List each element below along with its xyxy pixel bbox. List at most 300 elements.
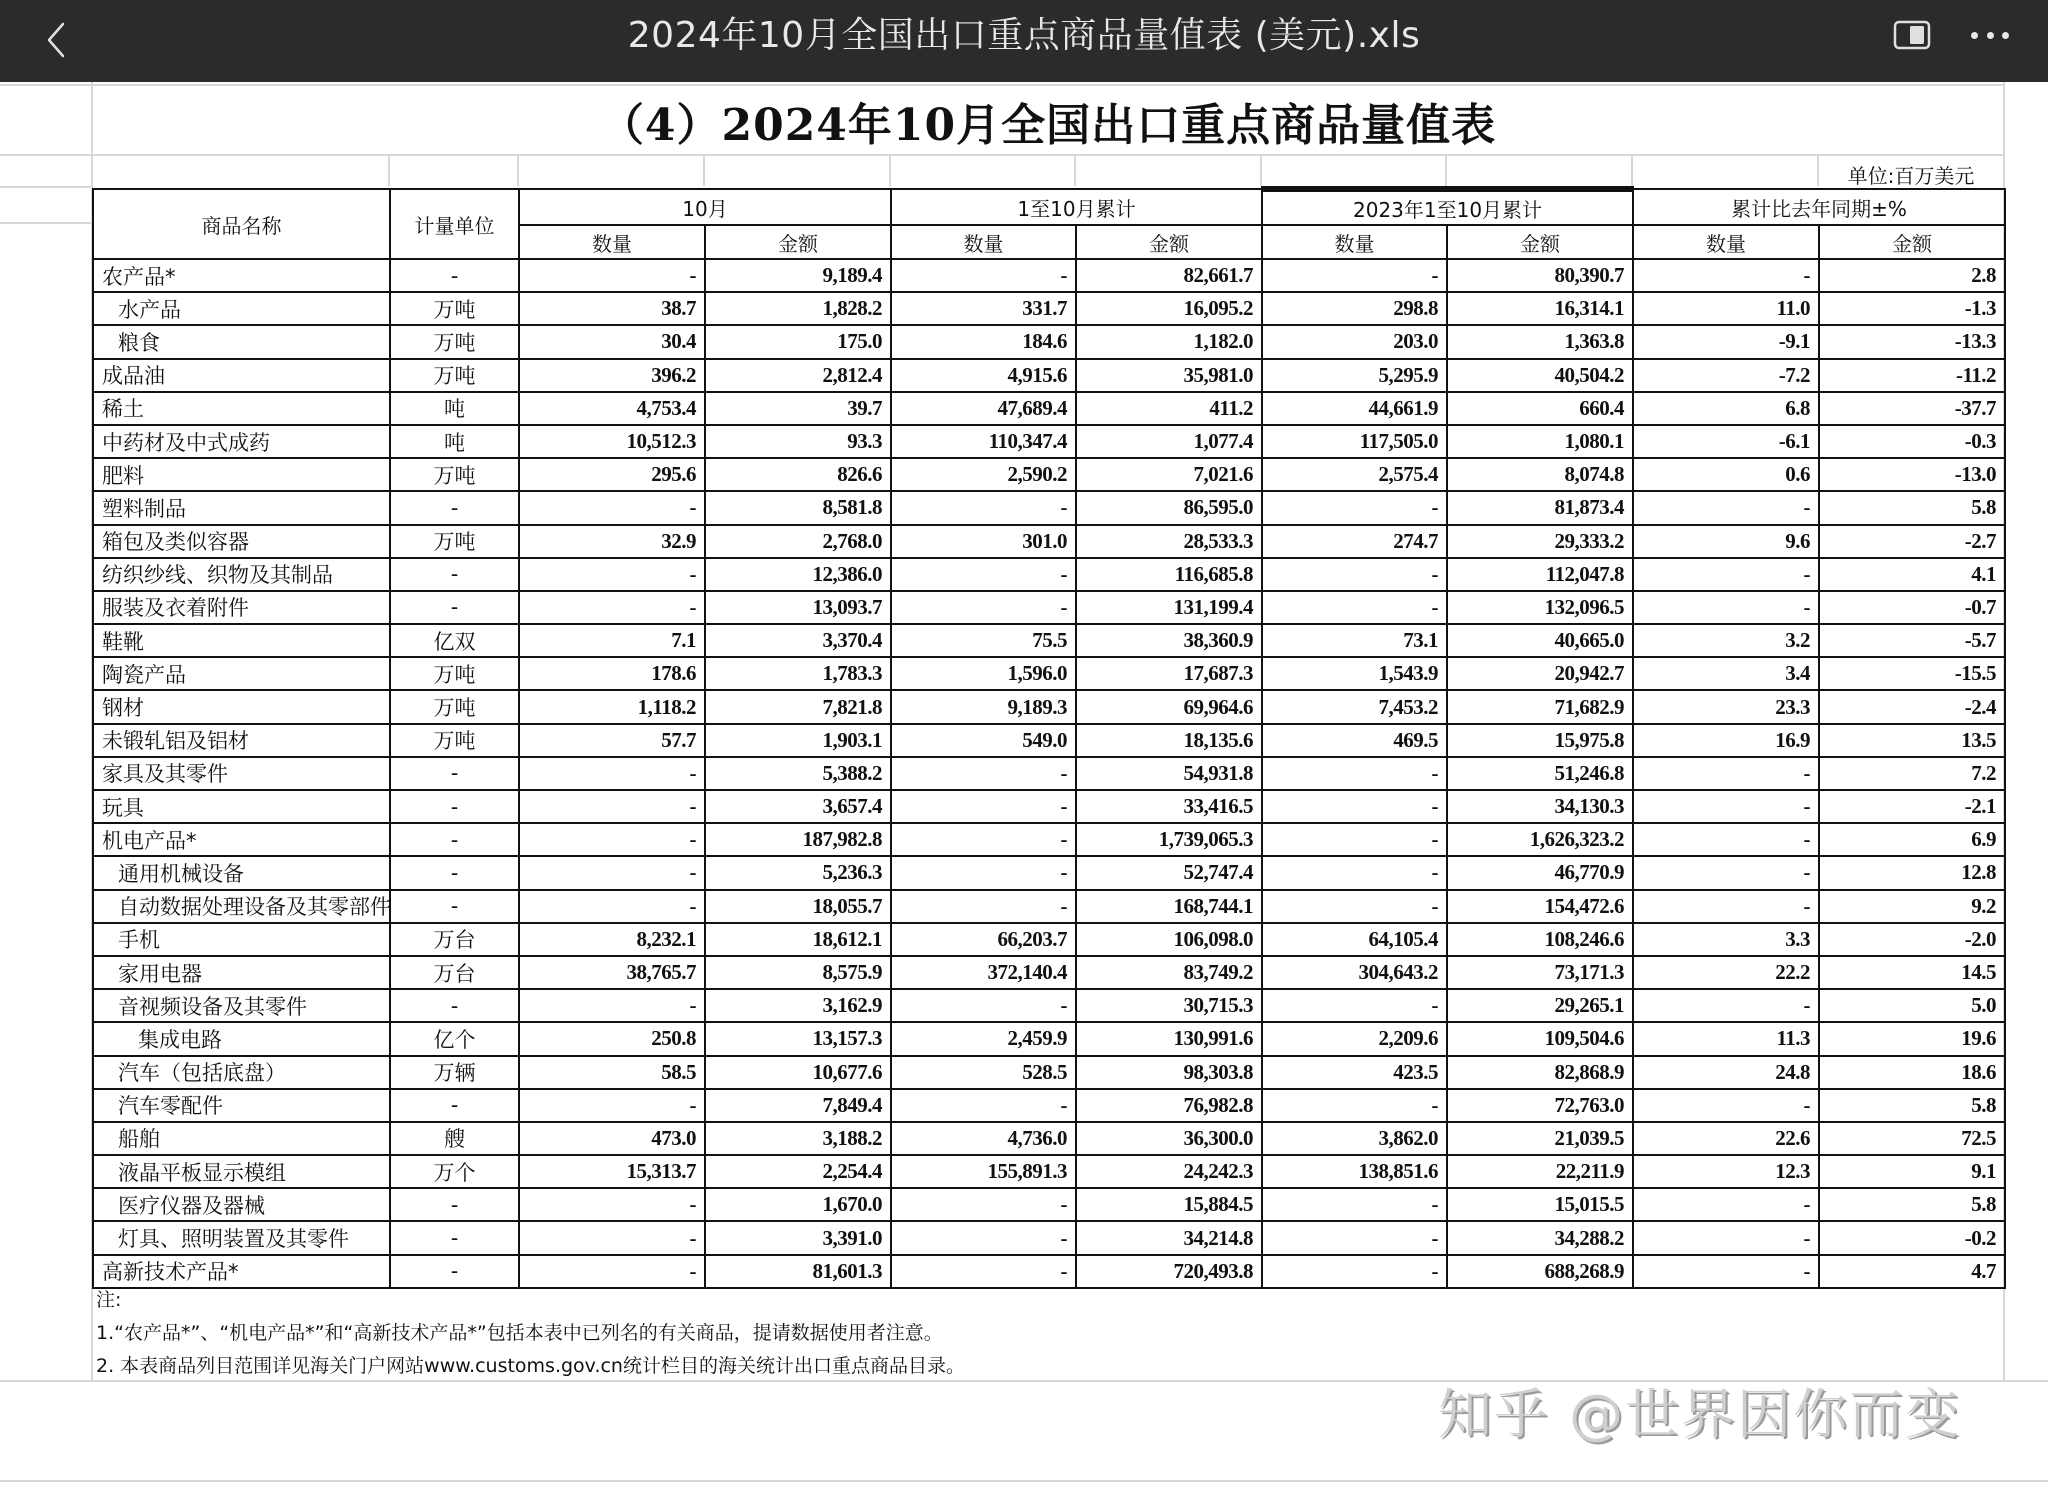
cell-unit[interactable]: 万吨 [390, 359, 519, 392]
cell-product-name[interactable]: 集成电路 [93, 1022, 390, 1055]
cell-ytd-amount[interactable]: 30,715.3 [1076, 989, 1262, 1022]
cell-oct-amount[interactable]: 81,601.3 [705, 1255, 891, 1288]
cell-ytd-quantity[interactable]: - [891, 491, 1076, 524]
cell-product-name[interactable]: 稀土 [93, 392, 390, 425]
cell-yoy-quantity-pct[interactable]: - [1633, 1089, 1819, 1122]
cell-ytd-amount[interactable]: 411.2 [1076, 392, 1262, 425]
cell-ytd-amount[interactable]: 35,981.0 [1076, 359, 1262, 392]
cell-product-name[interactable]: 粮食 [93, 325, 390, 358]
cell-ytd-amount[interactable]: 76,982.8 [1076, 1089, 1262, 1122]
cell-product-name[interactable]: 自动数据处理设备及其零部件 [93, 890, 390, 923]
spreadsheet-view[interactable] [0, 82, 2048, 1486]
cell-product-name[interactable]: 钢材 [93, 690, 390, 723]
cell-unit[interactable]: 万吨 [390, 525, 519, 558]
cell-unit[interactable]: - [390, 558, 519, 591]
cell-oct-quantity[interactable]: 8,232.1 [519, 923, 705, 956]
cell-ytd-amount[interactable]: 116,685.8 [1076, 558, 1262, 591]
cell-yoy-amount-pct[interactable]: 5.8 [1819, 1188, 2005, 1221]
cell-oct-quantity[interactable]: - [519, 558, 705, 591]
cell-unit[interactable]: 亿双 [390, 624, 519, 657]
cell-2023-ytd-amount[interactable]: 29,333.2 [1447, 525, 1633, 558]
cell-2023-ytd-amount[interactable]: 20,942.7 [1447, 657, 1633, 690]
cell-oct-amount[interactable]: 3,657.4 [705, 790, 891, 823]
header-group-october[interactable]: 10月 [519, 189, 891, 225]
cell-2023-ytd-amount[interactable]: 132,096.5 [1447, 591, 1633, 624]
cell-yoy-quantity-pct[interactable]: 22.6 [1633, 1122, 1819, 1155]
cell-yoy-amount-pct[interactable]: -1.3 [1819, 292, 2005, 325]
cell-2023-ytd-quantity[interactable]: 44,661.9 [1262, 392, 1447, 425]
header-quantity[interactable]: 数量 [1262, 225, 1447, 259]
cell-yoy-amount-pct[interactable]: -13.3 [1819, 325, 2005, 358]
cell-oct-amount[interactable]: 12,386.0 [705, 558, 891, 591]
cell-ytd-amount[interactable]: 28,533.3 [1076, 525, 1262, 558]
cell-ytd-quantity[interactable]: - [891, 823, 1076, 856]
cell-2023-ytd-quantity[interactable]: - [1262, 1221, 1447, 1254]
cell-ytd-amount[interactable]: 18,135.6 [1076, 724, 1262, 757]
cell-2023-ytd-amount[interactable]: 1,363.8 [1447, 325, 1633, 358]
cell-oct-quantity[interactable]: 295.6 [519, 458, 705, 491]
cell-unit[interactable]: 亿个 [390, 1022, 519, 1055]
cell-2023-ytd-quantity[interactable]: - [1262, 790, 1447, 823]
cell-unit[interactable]: 吨 [390, 392, 519, 425]
cell-oct-quantity[interactable]: - [519, 890, 705, 923]
cell-yoy-amount-pct[interactable]: 6.9 [1819, 823, 2005, 856]
cell-oct-amount[interactable]: 7,821.8 [705, 690, 891, 723]
cell-oct-quantity[interactable]: 58.5 [519, 1056, 705, 1089]
cell-ytd-quantity[interactable]: - [891, 757, 1076, 790]
cell-2023-ytd-amount[interactable]: 16,314.1 [1447, 292, 1633, 325]
cell-oct-quantity[interactable]: 10,512.3 [519, 425, 705, 458]
cell-2023-ytd-quantity[interactable]: 304,643.2 [1262, 956, 1447, 989]
cell-2023-ytd-quantity[interactable]: - [1262, 856, 1447, 889]
cell-oct-amount[interactable]: 1,903.1 [705, 724, 891, 757]
cell-unit[interactable]: 万吨 [390, 292, 519, 325]
cell-oct-quantity[interactable]: 15,313.7 [519, 1155, 705, 1188]
cell-ytd-amount[interactable]: 36,300.0 [1076, 1122, 1262, 1155]
cell-ytd-quantity[interactable]: 301.0 [891, 525, 1076, 558]
cell-ytd-quantity[interactable]: 155,891.3 [891, 1155, 1076, 1188]
cell-oct-amount[interactable]: 2,254.4 [705, 1155, 891, 1188]
cell-yoy-amount-pct[interactable]: -37.7 [1819, 392, 2005, 425]
cell-product-name[interactable]: 汽车（包括底盘） [93, 1056, 390, 1089]
cell-ytd-amount[interactable]: 54,931.8 [1076, 757, 1262, 790]
cell-yoy-amount-pct[interactable]: -0.3 [1819, 425, 2005, 458]
cell-ytd-amount[interactable]: 15,884.5 [1076, 1188, 1262, 1221]
cell-product-name[interactable]: 鞋靴 [93, 624, 390, 657]
cell-ytd-quantity[interactable]: 66,203.7 [891, 923, 1076, 956]
cell-2023-ytd-amount[interactable]: 8,074.8 [1447, 458, 1633, 491]
cell-2023-ytd-quantity[interactable]: - [1262, 757, 1447, 790]
cell-ytd-amount[interactable]: 7,021.6 [1076, 458, 1262, 491]
cell-2023-ytd-amount[interactable]: 688,268.9 [1447, 1255, 1633, 1288]
cell-ytd-amount[interactable]: 52,747.4 [1076, 856, 1262, 889]
cell-yoy-quantity-pct[interactable]: 24.8 [1633, 1056, 1819, 1089]
cell-oct-quantity[interactable]: 57.7 [519, 724, 705, 757]
cell-yoy-amount-pct[interactable]: 5.0 [1819, 989, 2005, 1022]
cell-oct-quantity[interactable]: - [519, 591, 705, 624]
header-amount[interactable]: 金额 [1447, 225, 1633, 259]
cell-yoy-quantity-pct[interactable]: - [1633, 856, 1819, 889]
cell-2023-ytd-amount[interactable]: 15,975.8 [1447, 724, 1633, 757]
cell-2023-ytd-amount[interactable]: 40,504.2 [1447, 359, 1633, 392]
cell-2023-ytd-quantity[interactable]: - [1262, 591, 1447, 624]
cell-yoy-quantity-pct[interactable]: -9.1 [1633, 325, 1819, 358]
cell-oct-quantity[interactable]: - [519, 823, 705, 856]
cell-unit[interactable]: 万台 [390, 956, 519, 989]
cell-yoy-quantity-pct[interactable]: - [1633, 1221, 1819, 1254]
cell-oct-amount[interactable]: 18,612.1 [705, 923, 891, 956]
cell-2023-ytd-quantity[interactable]: 203.0 [1262, 325, 1447, 358]
cell-2023-ytd-quantity[interactable]: 5,295.9 [1262, 359, 1447, 392]
cell-2023-ytd-amount[interactable]: 1,626,323.2 [1447, 823, 1633, 856]
cell-unit[interactable]: 万吨 [390, 458, 519, 491]
cell-2023-ytd-quantity[interactable]: - [1262, 491, 1447, 524]
cell-yoy-amount-pct[interactable]: 4.1 [1819, 558, 2005, 591]
cell-product-name[interactable]: 纺织纱线、织物及其制品 [93, 558, 390, 591]
cell-ytd-quantity[interactable]: - [891, 1221, 1076, 1254]
back-button[interactable] [36, 14, 76, 66]
cell-ytd-quantity[interactable]: 47,689.4 [891, 392, 1076, 425]
cell-2023-ytd-quantity[interactable]: - [1262, 989, 1447, 1022]
cell-2023-ytd-amount[interactable]: 15,015.5 [1447, 1188, 1633, 1221]
cell-2023-ytd-amount[interactable]: 34,130.3 [1447, 790, 1633, 823]
cell-yoy-amount-pct[interactable]: -5.7 [1819, 624, 2005, 657]
cell-yoy-amount-pct[interactable]: 7.2 [1819, 757, 2005, 790]
cell-unit[interactable]: 艘 [390, 1122, 519, 1155]
cell-ytd-amount[interactable]: 98,303.8 [1076, 1056, 1262, 1089]
cell-oct-amount[interactable]: 3,188.2 [705, 1122, 891, 1155]
cell-oct-amount[interactable]: 2,812.4 [705, 359, 891, 392]
cell-ytd-amount[interactable]: 1,077.4 [1076, 425, 1262, 458]
cell-ytd-amount[interactable]: 24,242.3 [1076, 1155, 1262, 1188]
header-quantity[interactable]: 数量 [519, 225, 705, 259]
cell-unit[interactable]: - [390, 757, 519, 790]
cell-ytd-amount[interactable]: 38,360.9 [1076, 624, 1262, 657]
cell-yoy-quantity-pct[interactable]: - [1633, 757, 1819, 790]
cell-unit[interactable]: 万台 [390, 923, 519, 956]
cell-2023-ytd-quantity[interactable]: 64,105.4 [1262, 923, 1447, 956]
cell-ytd-amount[interactable]: 69,964.6 [1076, 690, 1262, 723]
cell-ytd-quantity[interactable]: 75.5 [891, 624, 1076, 657]
cell-oct-quantity[interactable]: - [519, 1221, 705, 1254]
cell-ytd-amount[interactable]: 16,095.2 [1076, 292, 1262, 325]
cell-yoy-quantity-pct[interactable]: 23.3 [1633, 690, 1819, 723]
header-product-name[interactable]: 商品名称 [93, 189, 390, 259]
cell-2023-ytd-amount[interactable]: 81,873.4 [1447, 491, 1633, 524]
cell-2023-ytd-amount[interactable]: 22,211.9 [1447, 1155, 1633, 1188]
cell-yoy-amount-pct[interactable]: 19.6 [1819, 1022, 2005, 1055]
header-quantity[interactable]: 数量 [1633, 225, 1819, 259]
cell-product-name[interactable]: 肥料 [93, 458, 390, 491]
cell-2023-ytd-quantity[interactable]: 3,862.0 [1262, 1122, 1447, 1155]
cell-unit[interactable]: 万吨 [390, 724, 519, 757]
cell-2023-ytd-quantity[interactable]: - [1262, 823, 1447, 856]
cell-yoy-amount-pct[interactable]: 9.1 [1819, 1155, 2005, 1188]
cell-ytd-quantity[interactable]: - [891, 790, 1076, 823]
cell-yoy-amount-pct[interactable]: 5.8 [1819, 491, 2005, 524]
cell-oct-amount[interactable]: 9,189.4 [705, 259, 891, 292]
cell-yoy-quantity-pct[interactable]: -7.2 [1633, 359, 1819, 392]
cell-oct-quantity[interactable]: - [519, 259, 705, 292]
cell-yoy-quantity-pct[interactable]: - [1633, 259, 1819, 292]
cell-2023-ytd-amount[interactable]: 71,682.9 [1447, 690, 1633, 723]
cell-ytd-quantity[interactable]: 9,189.3 [891, 690, 1076, 723]
cell-unit[interactable]: 万辆 [390, 1056, 519, 1089]
cell-2023-ytd-quantity[interactable]: - [1262, 1188, 1447, 1221]
cell-yoy-amount-pct[interactable]: -13.0 [1819, 458, 2005, 491]
cell-2023-ytd-amount[interactable]: 109,504.6 [1447, 1022, 1633, 1055]
cell-ytd-quantity[interactable]: 2,459.9 [891, 1022, 1076, 1055]
cell-unit[interactable]: 万个 [390, 1155, 519, 1188]
cell-unit[interactable]: 万吨 [390, 657, 519, 690]
footnote-1[interactable]: 1.“农产品*”、“机电产品*”和“高新技术产品*”包括本表中已列名的有关商品，提请数据使用者注意。 [96, 1322, 943, 1344]
cell-ytd-amount[interactable]: 83,749.2 [1076, 956, 1262, 989]
cell-product-name[interactable]: 成品油 [93, 359, 390, 392]
cell-ytd-quantity[interactable]: - [891, 856, 1076, 889]
cell-2023-ytd-quantity[interactable]: 138,851.6 [1262, 1155, 1447, 1188]
cell-ytd-quantity[interactable]: - [891, 1089, 1076, 1122]
cell-oct-amount[interactable]: 13,093.7 [705, 591, 891, 624]
cell-2023-ytd-quantity[interactable]: 7,453.2 [1262, 690, 1447, 723]
cell-2023-ytd-amount[interactable]: 51,246.8 [1447, 757, 1633, 790]
cell-2023-ytd-quantity[interactable]: 2,575.4 [1262, 458, 1447, 491]
cell-2023-ytd-amount[interactable]: 154,472.6 [1447, 890, 1633, 923]
header-amount[interactable]: 金额 [1819, 225, 2005, 259]
cell-ytd-quantity[interactable]: 2,590.2 [891, 458, 1076, 491]
cell-product-name[interactable]: 音视频设备及其零件 [93, 989, 390, 1022]
cell-product-name[interactable]: 中药材及中式成药 [93, 425, 390, 458]
cell-unit[interactable]: - [390, 591, 519, 624]
cell-yoy-quantity-pct[interactable]: - [1633, 989, 1819, 1022]
cell-ytd-quantity[interactable]: - [891, 890, 1076, 923]
cell-ytd-quantity[interactable]: 528.5 [891, 1056, 1076, 1089]
cell-yoy-quantity-pct[interactable]: 3.2 [1633, 624, 1819, 657]
cell-2023-ytd-amount[interactable]: 72,763.0 [1447, 1089, 1633, 1122]
header-amount[interactable]: 金额 [1076, 225, 1262, 259]
cell-ytd-amount[interactable]: 168,744.1 [1076, 890, 1262, 923]
cell-yoy-amount-pct[interactable]: -2.4 [1819, 690, 2005, 723]
cell-ytd-amount[interactable]: 86,595.0 [1076, 491, 1262, 524]
cell-product-name[interactable]: 服装及衣着附件 [93, 591, 390, 624]
cell-ytd-amount[interactable]: 720,493.8 [1076, 1255, 1262, 1288]
cell-yoy-quantity-pct[interactable]: - [1633, 1255, 1819, 1288]
cell-product-name[interactable]: 玩具 [93, 790, 390, 823]
cell-yoy-quantity-pct[interactable]: 11.0 [1633, 292, 1819, 325]
cell-ytd-quantity[interactable]: - [891, 989, 1076, 1022]
cell-product-name[interactable]: 水产品 [93, 292, 390, 325]
cell-unit[interactable]: - [390, 823, 519, 856]
cell-ytd-amount[interactable]: 130,991.6 [1076, 1022, 1262, 1055]
cell-oct-amount[interactable]: 7,849.4 [705, 1089, 891, 1122]
cell-oct-amount[interactable]: 5,388.2 [705, 757, 891, 790]
cell-product-name[interactable]: 船舶 [93, 1122, 390, 1155]
cell-oct-amount[interactable]: 1,828.2 [705, 292, 891, 325]
cell-yoy-quantity-pct[interactable]: 6.8 [1633, 392, 1819, 425]
cell-unit[interactable]: - [390, 1255, 519, 1288]
cell-unit[interactable]: - [390, 1188, 519, 1221]
cell-oct-amount[interactable]: 18,055.7 [705, 890, 891, 923]
header-group-2023-jan-oct[interactable]: 2023年1至10月累计 [1262, 189, 1633, 225]
cell-yoy-amount-pct[interactable]: 2.8 [1819, 259, 2005, 292]
cell-oct-quantity[interactable]: 32.9 [519, 525, 705, 558]
cell-oct-amount[interactable]: 175.0 [705, 325, 891, 358]
cell-ytd-quantity[interactable]: 110,347.4 [891, 425, 1076, 458]
cell-yoy-quantity-pct[interactable]: 11.3 [1633, 1022, 1819, 1055]
cell-yoy-amount-pct[interactable]: 18.6 [1819, 1056, 2005, 1089]
cell-2023-ytd-quantity[interactable]: 2,209.6 [1262, 1022, 1447, 1055]
cell-2023-ytd-quantity[interactable]: 117,505.0 [1262, 425, 1447, 458]
cell-unit[interactable]: 万吨 [390, 690, 519, 723]
cell-unit[interactable]: - [390, 1221, 519, 1254]
cell-yoy-quantity-pct[interactable]: - [1633, 823, 1819, 856]
cell-product-name[interactable]: 灯具、照明装置及其零件 [93, 1221, 390, 1254]
cell-yoy-amount-pct[interactable]: 14.5 [1819, 956, 2005, 989]
footnote-heading[interactable]: 注: [96, 1289, 122, 1311]
cell-ytd-quantity[interactable]: 331.7 [891, 292, 1076, 325]
cell-oct-amount[interactable]: 13,157.3 [705, 1022, 891, 1055]
cell-yoy-amount-pct[interactable]: -2.0 [1819, 923, 2005, 956]
cell-ytd-amount[interactable]: 1,739,065.3 [1076, 823, 1262, 856]
cell-oct-quantity[interactable]: - [519, 1255, 705, 1288]
cell-oct-quantity[interactable]: 396.2 [519, 359, 705, 392]
cell-oct-quantity[interactable]: 4,753.4 [519, 392, 705, 425]
cell-ytd-quantity[interactable]: 184.6 [891, 325, 1076, 358]
cell-oct-quantity[interactable]: - [519, 856, 705, 889]
cell-product-name[interactable]: 通用机械设备 [93, 856, 390, 889]
cell-oct-amount[interactable]: 93.3 [705, 425, 891, 458]
more-options-button[interactable] [1965, 20, 2015, 50]
cell-oct-quantity[interactable]: 473.0 [519, 1122, 705, 1155]
cell-yoy-amount-pct[interactable]: -15.5 [1819, 657, 2005, 690]
cell-product-name[interactable]: 家具及其零件 [93, 757, 390, 790]
cell-oct-quantity[interactable]: 178.6 [519, 657, 705, 690]
cell-oct-quantity[interactable]: - [519, 491, 705, 524]
cell-oct-quantity[interactable]: 7.1 [519, 624, 705, 657]
cell-oct-amount[interactable]: 5,236.3 [705, 856, 891, 889]
cell-2023-ytd-amount[interactable]: 29,265.1 [1447, 989, 1633, 1022]
cell-unit[interactable]: 万吨 [390, 325, 519, 358]
cell-ytd-amount[interactable]: 17,687.3 [1076, 657, 1262, 690]
cell-product-name[interactable]: 医疗仪器及器械 [93, 1188, 390, 1221]
cell-yoy-quantity-pct[interactable]: - [1633, 790, 1819, 823]
cell-oct-quantity[interactable]: - [519, 757, 705, 790]
cell-2023-ytd-quantity[interactable]: 274.7 [1262, 525, 1447, 558]
reader-mode-button[interactable] [1893, 20, 1931, 50]
cell-yoy-quantity-pct[interactable]: - [1633, 558, 1819, 591]
cell-ytd-quantity[interactable]: - [891, 558, 1076, 591]
cell-2023-ytd-quantity[interactable]: 73.1 [1262, 624, 1447, 657]
cell-yoy-quantity-pct[interactable]: - [1633, 491, 1819, 524]
cell-yoy-quantity-pct[interactable]: 3.4 [1633, 657, 1819, 690]
cell-oct-amount[interactable]: 3,391.0 [705, 1221, 891, 1254]
cell-product-name[interactable]: 塑料制品 [93, 491, 390, 524]
cell-oct-amount[interactable]: 10,677.6 [705, 1056, 891, 1089]
cell-oct-quantity[interactable]: 1,118.2 [519, 690, 705, 723]
cell-2023-ytd-quantity[interactable]: - [1262, 259, 1447, 292]
cell-yoy-quantity-pct[interactable]: - [1633, 1188, 1819, 1221]
cell-ytd-quantity[interactable]: - [891, 1255, 1076, 1288]
cell-product-name[interactable]: 未锻轧铝及铝材 [93, 724, 390, 757]
cell-2023-ytd-quantity[interactable]: 298.8 [1262, 292, 1447, 325]
cell-oct-quantity[interactable]: 30.4 [519, 325, 705, 358]
cell-ytd-amount[interactable]: 106,098.0 [1076, 923, 1262, 956]
cell-2023-ytd-amount[interactable]: 82,868.9 [1447, 1056, 1633, 1089]
cell-2023-ytd-amount[interactable]: 80,390.7 [1447, 259, 1633, 292]
cell-oct-amount[interactable]: 39.7 [705, 392, 891, 425]
cell-2023-ytd-amount[interactable]: 73,171.3 [1447, 956, 1633, 989]
cell-yoy-amount-pct[interactable]: -0.7 [1819, 591, 2005, 624]
cell-yoy-amount-pct[interactable]: 4.7 [1819, 1255, 2005, 1288]
cell-product-name[interactable]: 农产品* [93, 259, 390, 292]
cell-yoy-quantity-pct[interactable]: 22.2 [1633, 956, 1819, 989]
cell-product-name[interactable]: 液晶平板显示模组 [93, 1155, 390, 1188]
cell-2023-ytd-amount[interactable]: 660.4 [1447, 392, 1633, 425]
header-quantity[interactable]: 数量 [891, 225, 1076, 259]
cell-yoy-quantity-pct[interactable]: 3.3 [1633, 923, 1819, 956]
cell-yoy-amount-pct[interactable]: 5.8 [1819, 1089, 2005, 1122]
cell-2023-ytd-amount[interactable]: 1,080.1 [1447, 425, 1633, 458]
cell-yoy-amount-pct[interactable]: 12.8 [1819, 856, 2005, 889]
cell-product-name[interactable]: 高新技术产品* [93, 1255, 390, 1288]
cell-oct-quantity[interactable]: - [519, 1089, 705, 1122]
cell-2023-ytd-quantity[interactable]: - [1262, 890, 1447, 923]
cell-unit[interactable]: - [390, 1089, 519, 1122]
cell-2023-ytd-amount[interactable]: 40,665.0 [1447, 624, 1633, 657]
cell-yoy-quantity-pct[interactable]: 0.6 [1633, 458, 1819, 491]
cell-oct-amount[interactable]: 187,982.8 [705, 823, 891, 856]
header-group-jan-oct-cumulative[interactable]: 1至10月累计 [891, 189, 1262, 225]
cell-oct-quantity[interactable]: 38.7 [519, 292, 705, 325]
cell-oct-quantity[interactable]: - [519, 1188, 705, 1221]
header-group-yoy-change[interactable]: 累计比去年同期±% [1633, 189, 2005, 225]
cell-yoy-quantity-pct[interactable]: - [1633, 890, 1819, 923]
cell-yoy-amount-pct[interactable]: -0.2 [1819, 1221, 2005, 1254]
cell-ytd-amount[interactable]: 131,199.4 [1076, 591, 1262, 624]
cell-yoy-amount-pct[interactable]: 9.2 [1819, 890, 2005, 923]
cell-yoy-quantity-pct[interactable]: 9.6 [1633, 525, 1819, 558]
cell-oct-amount[interactable]: 826.6 [705, 458, 891, 491]
cell-2023-ytd-quantity[interactable]: 469.5 [1262, 724, 1447, 757]
cell-2023-ytd-quantity[interactable]: - [1262, 1255, 1447, 1288]
cell-yoy-quantity-pct[interactable]: - [1633, 591, 1819, 624]
cell-oct-amount[interactable]: 3,370.4 [705, 624, 891, 657]
cell-unit[interactable]: - [390, 856, 519, 889]
cell-ytd-quantity[interactable]: - [891, 591, 1076, 624]
cell-unit[interactable]: - [390, 259, 519, 292]
cell-ytd-quantity[interactable]: - [891, 259, 1076, 292]
cell-ytd-quantity[interactable]: 1,596.0 [891, 657, 1076, 690]
cell-ytd-quantity[interactable]: 4,736.0 [891, 1122, 1076, 1155]
footnote-2[interactable]: 2. 本表商品列目范围详见海关门户网站www.customs.gov.cn统计栏目的海关统计出口重点商品目录。 [96, 1355, 965, 1377]
cell-yoy-quantity-pct[interactable]: 16.9 [1633, 724, 1819, 757]
cell-yoy-amount-pct[interactable]: 72.5 [1819, 1122, 2005, 1155]
cell-product-name[interactable]: 箱包及类似容器 [93, 525, 390, 558]
cell-oct-amount[interactable]: 8,581.8 [705, 491, 891, 524]
cell-oct-quantity[interactable]: 250.8 [519, 1022, 705, 1055]
cell-oct-quantity[interactable]: - [519, 989, 705, 1022]
cell-ytd-quantity[interactable]: 549.0 [891, 724, 1076, 757]
cell-ytd-quantity[interactable]: - [891, 1188, 1076, 1221]
cell-unit[interactable]: - [390, 890, 519, 923]
cell-yoy-quantity-pct[interactable]: -6.1 [1633, 425, 1819, 458]
cell-2023-ytd-amount[interactable]: 21,039.5 [1447, 1122, 1633, 1155]
cell-2023-ytd-quantity[interactable]: 1,543.9 [1262, 657, 1447, 690]
cell-yoy-amount-pct[interactable]: 13.5 [1819, 724, 2005, 757]
cell-oct-amount[interactable]: 1,783.3 [705, 657, 891, 690]
cell-ytd-amount[interactable]: 82,661.7 [1076, 259, 1262, 292]
cell-ytd-quantity[interactable]: 4,915.6 [891, 359, 1076, 392]
cell-2023-ytd-amount[interactable]: 46,770.9 [1447, 856, 1633, 889]
